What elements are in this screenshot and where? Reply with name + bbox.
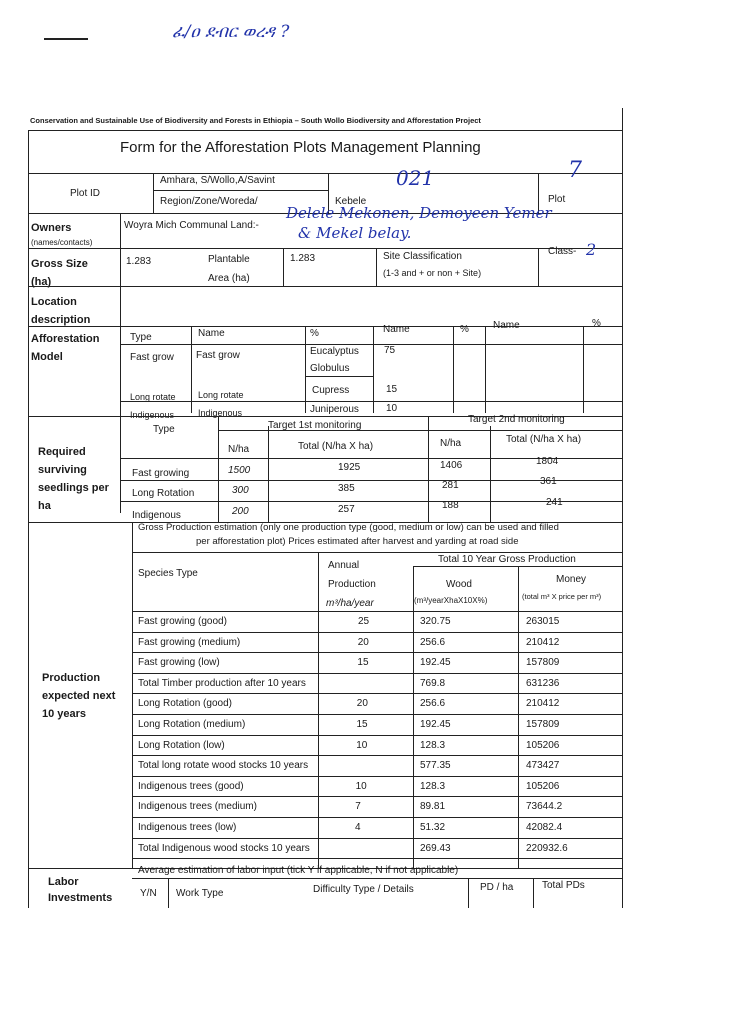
plantable-value: 1.283 [290,253,316,264]
labor-head-total: Total PDs [542,880,585,891]
class-value: 2 [586,240,597,259]
labor-head-yn: Y/N [140,888,157,899]
model-label: Model [31,351,63,363]
owners-sub: (names/contacts) [31,238,93,247]
labor-head-work: Work Type [176,888,224,899]
top-dash [44,38,88,40]
production-row-line [132,652,622,653]
labor-head-pd: PD / ha [480,882,514,893]
production-annual: 10 [356,739,368,751]
prod-head-total: Total 10 Year Gross Production [438,554,576,565]
production-money: 73644.2 [526,801,563,813]
production-money: 210412 [526,698,560,710]
production-annual: 20 [357,636,369,648]
seedlings-label-2: surviving [38,464,87,476]
seedlings-label-4: ha [38,500,51,512]
affor-row-species: Eucalyptus [310,346,359,357]
affor-head-name2: Name [383,324,410,335]
production-note-2: per afforestation plot) Prices estimated after harvest and yarding at road side [196,536,519,547]
seed-row-total2: 361 [540,476,557,487]
affor-row-species: Cupress [312,385,350,396]
seed-row-total: 385 [338,483,355,494]
production-row-line [132,693,622,694]
prod-head-annual3: m³/ha/year [326,598,374,609]
affor-row-pct: 15 [386,384,398,395]
production-money: 473427 [526,760,560,772]
production-money: 263015 [526,616,560,627]
production-species: Total Indigenous wood stocks 10 years [138,842,310,854]
owners-handwritten-1: Delele Mekonen, Demoyeen Yemer [286,204,552,222]
production-wood: 128.3 [420,739,446,751]
production-label-2: expected next [42,690,116,702]
production-wood: 192.45 [420,657,451,669]
afforestation-label: Afforestation [31,333,100,345]
prod-head-wood: Wood [446,579,472,590]
affor-row-species2: Globulus [310,363,350,374]
class-label: Class- [548,246,577,257]
plantable-label: Plantable [208,254,250,265]
labor-head-diff: Difficulty Type / Details [313,884,414,895]
production-wood: 269.43 [420,842,451,854]
affor-row-name: Long rotate [198,390,244,400]
production-species: Fast growing (low) [138,657,220,669]
production-row-line [132,714,622,715]
production-species: Fast growing (medium) [138,636,241,648]
location-desc-label: description [31,314,91,326]
production-wood: 89.81 [420,801,446,813]
production-species: Indigenous trees (low) [138,822,237,833]
seed-row-nha2: 281 [442,480,459,491]
production-annual: 25 [358,616,370,627]
production-species: Long Rotation (medium) [138,719,246,730]
seed-head-nha2: N/ha [440,438,462,449]
affor-head-name3: Name [493,320,520,331]
prod-head-species: Species Type [138,568,198,579]
seed-row-nha: 200 [232,506,249,517]
seedlings-label-3: seedlings per [38,482,109,494]
region-label: Region/Zone/Woreda/ [160,196,258,207]
location-label: Location [31,296,77,308]
seed-row-total2: 1804 [536,456,559,467]
affor-row-type: Indigenous [130,410,175,420]
seed-row-nha: 300 [232,485,249,496]
kebele-value: 021 [396,166,435,190]
plot-id-label: Plot ID [70,188,101,199]
gross-size-label: Gross Size [31,258,88,270]
afforestation-form [28,108,622,908]
production-species: Total long rotate wood stocks 10 years [138,760,309,772]
production-wood: 256.6 [420,636,446,648]
production-money: 157809 [526,657,560,669]
seed-head-type: Type [153,424,175,435]
production-species: Fast growing (good) [138,616,227,627]
production-annual: 20 [356,698,368,710]
production-money: 631236 [526,677,560,689]
production-row-line [132,632,622,633]
seed-row-type: Fast growing [132,468,190,479]
seed-head-target1: Target 1st monitoring [268,420,362,431]
labor-note: Average estimation of labor input (tick Y if applicable, N if not applicable) [138,865,459,876]
production-species: Total Timber production after 10 years [138,677,306,689]
site-classification-label: Site Classification [383,251,462,262]
seedlings-label-1: Required [38,446,86,458]
production-row-line [132,817,622,818]
prod-head-annual: Annual [328,560,360,571]
production-row-line [132,735,622,736]
production-species: Long Rotation (good) [138,698,232,710]
production-label-1: Production [42,672,101,684]
production-money: 105206 [526,739,560,751]
affor-row-type: Fast grow [130,352,174,363]
seed-row-nha: 1500 [228,465,251,476]
production-row-line [132,673,622,674]
production-row-line [132,776,622,777]
seed-row-total: 257 [338,504,355,515]
production-money: 157809 [526,719,560,730]
production-row-line [132,755,622,756]
affor-head-pct2: % [460,324,469,335]
production-wood: 51.32 [420,822,446,833]
seed-head-total1: Total (N/ha X ha) [298,441,374,452]
plantable-area-label: Area (ha) [208,273,250,284]
production-row-line [132,796,622,797]
affor-head-pct: % [310,328,319,339]
affor-head-type: Type [130,332,152,343]
affor-row-pct: 10 [386,403,398,414]
plot-value: 7 [568,158,582,183]
production-species: Indigenous trees (good) [138,780,244,792]
production-money: 42082.4 [526,822,563,833]
production-row-line [132,858,622,859]
production-money: 220932.6 [526,842,568,854]
production-money: 105206 [526,780,560,792]
affor-row-name: Fast grow [196,350,240,361]
gross-size-value: 1.283 [126,256,152,267]
seed-head-target2: Target 2nd monitoring [468,414,565,425]
affor-head-name: Name [198,328,225,339]
seed-row-type: Long Rotation [132,488,195,499]
prod-head-annual2: Production [328,579,376,590]
seed-row-type: Indigenous [132,510,181,521]
production-species: Indigenous trees (medium) [138,801,257,813]
production-wood: 128.3 [420,780,446,792]
owners-handwritten-2: & Mekel belay. [298,224,412,242]
production-wood: 256.6 [420,698,446,710]
affor-row-name: Indigenous [198,408,243,418]
production-annual: 7 [355,801,361,813]
owners-printed: Woyra Mich Communal Land:- [124,220,259,231]
production-label-3: 10 years [42,708,87,720]
production-species: Long Rotation (low) [138,739,225,751]
production-wood: 320.75 [420,616,451,627]
affor-row-pct: 75 [384,345,396,356]
production-annual: 10 [355,780,367,792]
production-wood: 577.35 [420,760,451,772]
production-annual: 15 [357,657,369,669]
production-wood: 192.45 [420,719,451,730]
seed-row-nha2: 188 [442,500,459,511]
prod-head-money: Money [556,574,587,585]
plot-label: Plot [548,194,566,205]
investments-label: Investments [48,892,113,904]
seed-row-nha2: 1406 [440,460,463,471]
seed-row-total: 1925 [338,462,361,473]
seed-head-total2: Total (N/ha X ha) [506,434,582,445]
form-title: Form for the Afforestation Plots Management Planning [120,139,481,156]
gross-size-unit: (ha) [31,276,52,288]
production-money: 210412 [526,636,560,648]
production-note-1: Gross Production estimation (only one production type (good, medium or low) can be used and filled [138,522,559,533]
production-wood: 769.8 [420,677,446,689]
region-value: Amhara, S/Wollo,A/Savint [160,175,275,186]
top-handwritten-note: ፈ/ዐ ደብር ወረዳ ? [172,22,290,42]
seed-row-total2: 241 [546,497,563,508]
kebele-label: Kebele [335,196,367,207]
production-annual: 4 [355,822,361,833]
affor-row-species: Juniperous [310,404,359,415]
production-row-line [132,838,622,839]
project-title: Conservation and Sustainable Use of Biodiversity and Forests in Ethiopia – South Wollo Biodiversity and Afforestation Project [30,116,481,125]
production-annual: 15 [356,719,368,730]
seed-head-nha: N/ha [228,444,250,455]
labor-label: Labor [48,876,79,888]
affor-row-type: Long rotate [130,392,176,402]
prod-head-wood2: (m³/yearXhaX10X%) [414,596,488,605]
prod-head-money2: (total m³ X price per m³) [522,592,602,601]
affor-head-pct3: % [592,318,601,329]
owners-label: Owners [31,222,72,234]
site-classification-sub: (1-3 and + or non + Site) [383,268,482,278]
